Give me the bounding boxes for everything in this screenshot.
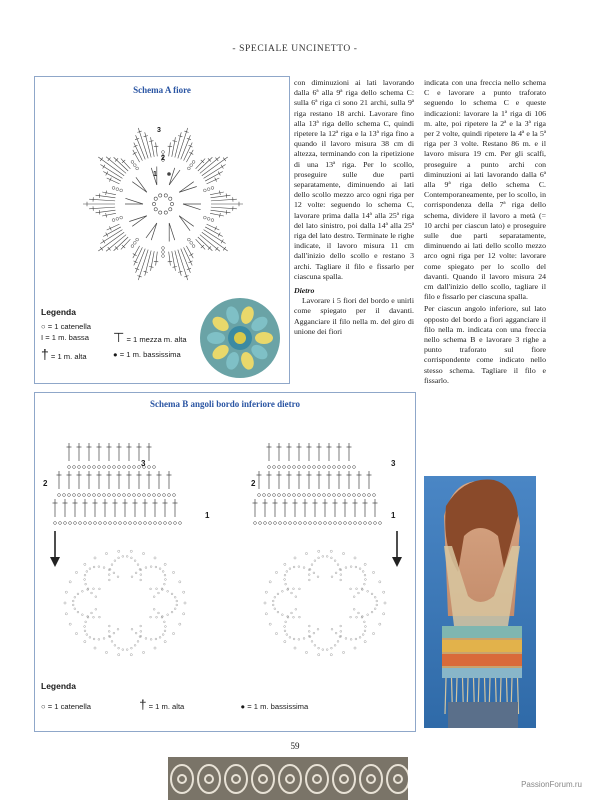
schema-b-left-row-3: 3: [141, 459, 146, 468]
double-crochet-symbol-icon: †: [41, 346, 49, 362]
model-photo: [424, 476, 536, 728]
chain-symbol-icon: ○: [41, 322, 46, 331]
half-double-symbol-icon: ⊤: [113, 330, 125, 345]
schema-a-row-1: 1: [153, 171, 157, 178]
crochet-flower-photo: [197, 297, 283, 379]
col2-paragraph-1: indicata con una freccia nello schema C e lavorare a punto traforato seguendo lo schema C e queste indicazioni: lavorare la 1ª riga di 106 m. alte, poi ripetere la 2ª e la 3ª riga per 2 volte, quindi ripetere la 4ª e la 5ª riga per 3 volte. Restano 86 m. e il lavoro misura 19 cm. Per gli scalfi, proseguire a punto archi con diminuzioni ai lati lavorando dalla 6ª alla 9ª riga dello schema C. Contemporaneamente, per lo scollo, in corrispondenza della 7ª riga dello schema, dividere il lavoro a metà (= 10 archi per ciascun lato) e proseguire sulle due parti separatamente, diminuendo ai lati dello scollo mezzo arco ogni riga per 12 volte: lavorare come spiegato per lo scollo del davanti. Quando il lavoro misura 24 cm dall'inizio dello scollo, tagliare il filo e fissarlo per ciascuna spalla.: [424, 78, 546, 302]
legend-bassa: I = 1 m. bassa: [41, 333, 89, 342]
legend-b-bassissima: ● = 1 m. bassissima: [240, 702, 309, 711]
schema-b-left-row-2: 2: [43, 479, 48, 488]
single-crochet-symbol-icon: I: [41, 333, 44, 342]
schema-b-title: Schema B angoli bordo inferiore dietro: [150, 399, 300, 409]
schema-b-right-row-1: 1: [391, 511, 396, 520]
schema-a-row-3: 3: [157, 127, 161, 134]
swatch-photo: [168, 757, 408, 800]
watermark: PassionForum.ru: [521, 780, 582, 789]
legend-mezza: ⊤ = 1 mezza m. alta: [113, 330, 187, 345]
schema-b-box: [34, 392, 416, 732]
running-header: - SPECIALE UNCINETTO -: [232, 44, 358, 54]
section-heading-dietro: Dietro: [294, 286, 315, 296]
chain-symbol-icon: ○: [41, 702, 46, 711]
slip-stitch-symbol-icon: ●: [113, 350, 118, 359]
col1-paragraph-1: con diminuzioni ai lati lavorando dalla 6ª alla 9ª riga dello schema C: sulla 6ª riga ci sono 21 archi, sulla 9ª riga restano 18 archi. Lavorare fino alla 13ª riga dello schema C, quindi ripetere la 12ª riga e la 13ª riga fino a quando il lavoro misura 38 cm di altezza, terminando con la ripetizione di una 13ª riga. Per lo scollo, proseguire sulle due parti separatamente, diminuendo ai lati dello scollo mezzo arco ogni riga per 12 volte: seguendo lo schema C, lavorare prima dalla 14ª alla 25ª riga del lato sinistro, poi dalla 14ª alla 25ª riga del lato destro. Terminate le righe indicate, il lavoro misura 11 cm dall'inizio dello scollo e restano 3 archi. Tagliare il filo e fissarlo per ciascuna spalla.: [294, 78, 414, 281]
schema-a-box: [34, 76, 290, 384]
schema-b-legend: [41, 699, 411, 712]
schema-b-right-row-2: 2: [251, 479, 256, 488]
text-column-1: [294, 78, 414, 337]
col2-paragraph-2: Per ciascun angolo inferiore, sul lato opposto del bordo a fiori agganciare il filo nella m. indicata con una freccia nello schema B e lavorare 3 righe a punto traforato sul fiore corrispondente come indicato nello stesso schema. Tagliare il filo e fissarlo.: [424, 304, 546, 385]
schema-a-legend-title: Legenda: [41, 307, 76, 317]
flower-chart: [53, 99, 273, 309]
slip-stitch-symbol-icon: ●: [240, 702, 246, 711]
schema-b-right-row-3: 3: [391, 459, 396, 468]
schema-b-left-row-1: 1: [205, 511, 210, 520]
legend-b-catenella: ○ = 1 catenella: [41, 702, 91, 711]
schema-a-title: Schema A fiore: [133, 85, 191, 95]
legend-bassissima: ● = 1 m. bassissima: [113, 350, 181, 359]
schema-a-row-2: 2: [161, 155, 165, 162]
text-column-2: [424, 78, 546, 386]
double-crochet-symbol-icon: †: [139, 697, 147, 712]
legend-b-alta: † = 1 m. alta: [139, 697, 185, 712]
col1-paragraph-2: Lavorare i 5 fiori del bordo e unirli come spiegato per il davanti. Agganciare il filo nella m. del giro di unione dei fiori: [294, 296, 414, 336]
corner-chart: [41, 413, 411, 675]
legend-alta: † = 1 m. alta: [41, 346, 87, 362]
page-number: 59: [290, 741, 300, 751]
legend-catenella: ○ = 1 catenella: [41, 322, 91, 331]
schema-b-legend-title: Legenda: [41, 681, 76, 691]
